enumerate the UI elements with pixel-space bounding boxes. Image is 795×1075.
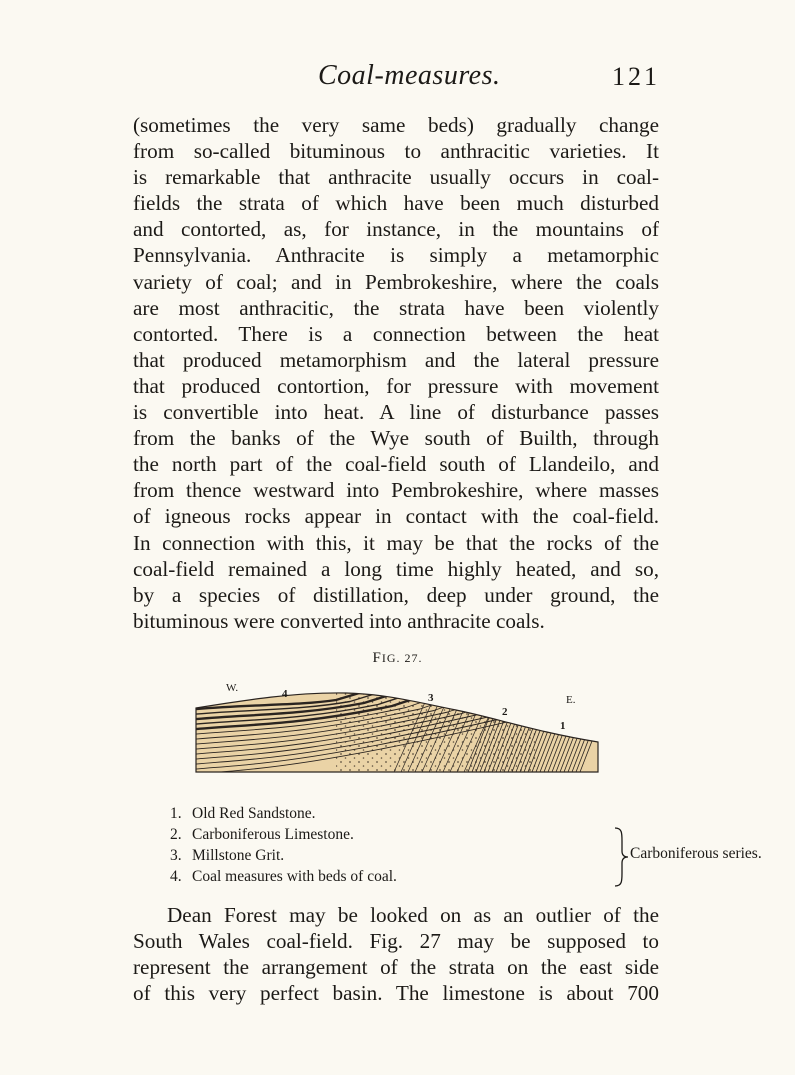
legend-item: [170, 847, 284, 865]
legend-item: [170, 868, 397, 886]
text-line: from thence westward into Pembrokeshire, where masses: [133, 478, 659, 503]
legend-text: Millstone Grit.: [192, 847, 285, 864]
figure-caption: [0, 650, 795, 667]
text-line: (sometimes the very same beds) gradually change: [133, 113, 659, 137]
text-line: is remarkable that anthracite usually occurs in coal-: [133, 165, 659, 190]
legend-item: [170, 805, 316, 823]
text-line: Dean Forest may be looked on as an outlier of the: [167, 903, 659, 927]
figure-caption-initial: F: [372, 650, 382, 666]
label-stratum-2: 2: [502, 706, 508, 718]
text-line: from so-called bituminous to anthracitic varieties. It: [133, 139, 659, 164]
legend-text: Coal measures with beds of coal.: [192, 868, 397, 885]
label-stratum-3: 3: [428, 692, 434, 704]
strata-cross-section: [186, 680, 606, 780]
text-line: coal-field remained a long time highly heated, and so,: [133, 556, 659, 581]
legend-text: Carboniferous Limestone.: [192, 826, 354, 843]
text-line: variety of coal; and in Pembrokeshire, where the coals: [133, 269, 659, 294]
text-line: fields the strata of which have been much disturbed: [133, 191, 659, 216]
text-line: Pennsylvania. Anthracite is simply a metamorphic: [133, 243, 659, 268]
label-east: E.: [566, 694, 576, 706]
text-line: bituminous were converted into anthracite coals.: [133, 608, 545, 633]
paragraph-2: [133, 902, 659, 1006]
text-line: South Wales coal-field. Fig. 27 may be supposed to: [133, 929, 659, 954]
carboniferous-series-label: Carboniferous series.: [630, 845, 762, 862]
running-title: Coal-measures.: [318, 60, 501, 91]
right-brace-icon: [613, 827, 629, 887]
text-line: are most anthracitic, the strata have been violently: [133, 295, 659, 320]
text-line: contorted. There is a connection between the heat: [133, 321, 659, 346]
legend-number: 3.: [170, 847, 182, 864]
page-number: 121: [612, 62, 660, 91]
figure-legend: [170, 805, 762, 885]
figure-caption-rest: IG. 27.: [381, 651, 423, 665]
running-head: [0, 60, 795, 96]
label-stratum-1: 1: [560, 720, 566, 732]
paragraph-1: [133, 112, 659, 634]
legend-number: 4.: [170, 868, 182, 885]
text-line: that produced metamorphism and the lateral pressure: [133, 347, 659, 372]
text-line: represent the arrangement of the strata on the east side: [133, 955, 659, 980]
text-line: In connection with this, it may be that the rocks of the: [133, 530, 659, 555]
legend-number: 1.: [170, 805, 182, 822]
label-stratum-4: 4: [282, 688, 288, 700]
text-line: of this very perfect basin. The limestone is about 700: [133, 981, 659, 1006]
legend-number: 2.: [170, 826, 182, 843]
text-line: of igneous rocks appear in contact with the coal-field.: [133, 504, 659, 529]
text-line: is convertible into heat. A line of disturbance passes: [133, 400, 659, 425]
legend-item: [170, 826, 354, 844]
text-line: and contorted, as, for instance, in the mountains of: [133, 217, 659, 242]
text-line: from the banks of the Wye south of Builth, through: [133, 426, 659, 451]
text-line: that produced contortion, for pressure with movement: [133, 373, 659, 398]
label-west: W.: [226, 682, 239, 694]
legend-text: Old Red Sandstone.: [192, 805, 316, 822]
text-line: the north part of the coal-field south of Llandeilo, and: [133, 452, 659, 477]
geological-section-figure: [186, 680, 606, 780]
text-line: by a species of distillation, deep under ground, the: [133, 582, 659, 607]
grit-dot-zone: [336, 680, 536, 780]
